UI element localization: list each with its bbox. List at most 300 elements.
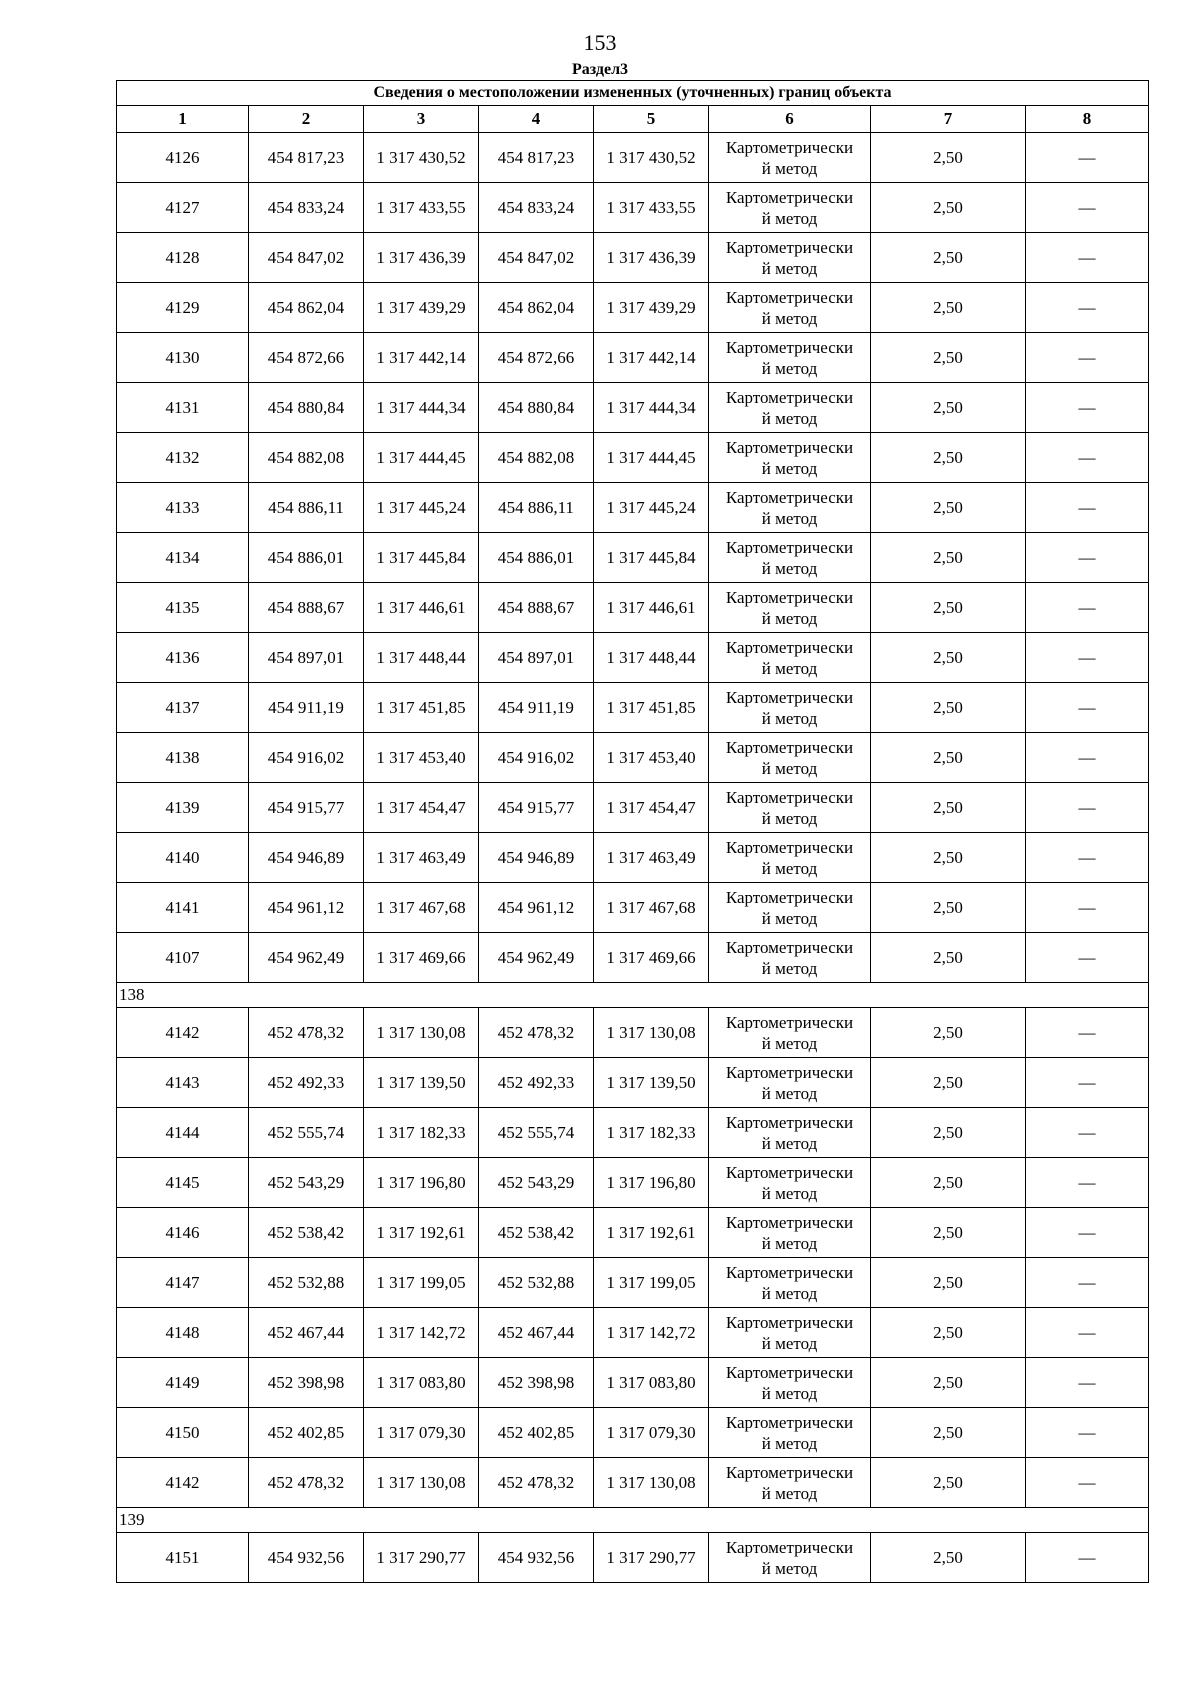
method-cell <box>709 1108 871 1158</box>
method-cell <box>709 1408 871 1458</box>
note-cell: — <box>1026 233 1149 283</box>
x-old-cell: 452 543,29 <box>249 1158 364 1208</box>
method-text-line1: Картометрически <box>725 1537 854 1557</box>
method-cell <box>709 1358 871 1408</box>
method-text-line2: й метод <box>761 758 818 778</box>
method-text-line2: й метод <box>761 1383 818 1403</box>
method-text-line2: й метод <box>761 1033 818 1053</box>
note-cell: — <box>1026 283 1149 333</box>
table-row <box>117 283 1149 333</box>
section-title: Раздел3 <box>571 61 629 78</box>
table-row <box>117 883 1149 933</box>
coordinates-table <box>116 80 1149 1583</box>
note-cell: — <box>1026 533 1149 583</box>
note-cell: — <box>1026 1208 1149 1258</box>
method-text-line1: Картометрически <box>725 1212 854 1232</box>
note-cell: — <box>1026 933 1149 983</box>
y-old-cell: 1 317 079,30 <box>364 1408 479 1458</box>
precision-cell: 2,50 <box>871 1358 1026 1408</box>
x-new-cell: 452 538,42 <box>479 1208 594 1258</box>
y-new-cell: 1 317 436,39 <box>594 233 709 283</box>
table-row <box>117 1308 1149 1358</box>
point-id-cell: 4151 <box>117 1533 249 1583</box>
point-id-cell: 4134 <box>117 533 249 583</box>
y-old-cell: 1 317 446,61 <box>364 583 479 633</box>
y-new-cell: 1 317 445,84 <box>594 533 709 583</box>
x-new-cell: 452 532,88 <box>479 1258 594 1308</box>
x-old-cell: 454 932,56 <box>249 1533 364 1583</box>
y-old-cell: 1 317 439,29 <box>364 283 479 333</box>
note-cell: — <box>1026 1108 1149 1158</box>
note-cell: — <box>1026 833 1149 883</box>
x-old-cell: 452 467,44 <box>249 1308 364 1358</box>
precision-cell: 2,50 <box>871 183 1026 233</box>
y-new-cell: 1 317 467,68 <box>594 883 709 933</box>
x-old-cell: 452 538,42 <box>249 1208 364 1258</box>
note-cell: — <box>1026 433 1149 483</box>
y-old-cell: 1 317 430,52 <box>364 133 479 183</box>
table-row <box>117 433 1149 483</box>
x-old-cell: 452 532,88 <box>249 1258 364 1308</box>
table-row <box>117 733 1149 783</box>
note-cell: — <box>1026 1158 1149 1208</box>
point-id-cell: 4150 <box>117 1408 249 1458</box>
method-text-line1: Картометрически <box>725 737 854 757</box>
y-new-cell: 1 317 444,34 <box>594 383 709 433</box>
point-id-cell: 4138 <box>117 733 249 783</box>
method-text-line1: Картометрически <box>725 337 854 357</box>
point-id-cell: 4127 <box>117 183 249 233</box>
y-new-cell: 1 317 469,66 <box>594 933 709 983</box>
x-new-cell: 454 916,02 <box>479 733 594 783</box>
precision-cell: 2,50 <box>871 283 1026 333</box>
precision-cell: 2,50 <box>871 883 1026 933</box>
method-text-line1: Картометрически <box>725 937 854 957</box>
x-old-cell: 452 398,98 <box>249 1358 364 1408</box>
x-new-cell: 452 543,29 <box>479 1158 594 1208</box>
precision-cell: 2,50 <box>871 233 1026 283</box>
method-text-line1: Картометрически <box>725 137 854 157</box>
table-row <box>117 1158 1149 1208</box>
note-cell: — <box>1026 1008 1149 1058</box>
table-row <box>117 1533 1149 1583</box>
point-id-cell: 4139 <box>117 783 249 833</box>
method-cell <box>709 483 871 533</box>
precision-cell: 2,50 <box>871 933 1026 983</box>
method-cell <box>709 933 871 983</box>
method-cell <box>709 383 871 433</box>
y-new-cell: 1 317 142,72 <box>594 1308 709 1358</box>
table-row <box>117 1108 1149 1158</box>
x-old-cell: 454 880,84 <box>249 383 364 433</box>
point-id-cell: 4146 <box>117 1208 249 1258</box>
method-cell <box>709 583 871 633</box>
x-new-cell: 452 555,74 <box>479 1108 594 1158</box>
method-text-line1: Картометрически <box>725 1162 854 1182</box>
method-text-line2: й метод <box>761 1233 818 1253</box>
x-new-cell: 454 962,49 <box>479 933 594 983</box>
x-old-cell: 452 555,74 <box>249 1108 364 1158</box>
method-text-line2: й метод <box>761 958 818 978</box>
method-text-line1: Картометрически <box>725 537 854 557</box>
point-id-cell: 4145 <box>117 1158 249 1208</box>
y-new-cell: 1 317 430,52 <box>594 133 709 183</box>
note-cell: — <box>1026 1258 1149 1308</box>
x-old-cell: 454 916,02 <box>249 733 364 783</box>
precision-cell: 2,50 <box>871 583 1026 633</box>
note-cell: — <box>1026 1308 1149 1358</box>
column-number: 8 <box>1026 106 1149 133</box>
point-id-cell: 4130 <box>117 333 249 383</box>
x-new-cell: 454 847,02 <box>479 233 594 283</box>
table-row <box>117 133 1149 183</box>
y-new-cell: 1 317 083,80 <box>594 1358 709 1408</box>
x-old-cell: 454 962,49 <box>249 933 364 983</box>
table-row <box>117 183 1149 233</box>
precision-cell: 2,50 <box>871 1408 1026 1458</box>
method-text-line2: й метод <box>761 908 818 928</box>
table-row <box>117 233 1149 283</box>
x-new-cell: 452 402,85 <box>479 1408 594 1458</box>
method-cell <box>709 333 871 383</box>
precision-cell: 2,50 <box>871 1533 1026 1583</box>
method-cell <box>709 833 871 883</box>
method-text-line2: й метод <box>761 1558 818 1578</box>
precision-cell: 2,50 <box>871 1208 1026 1258</box>
y-new-cell: 1 317 199,05 <box>594 1258 709 1308</box>
y-new-cell: 1 317 290,77 <box>594 1533 709 1583</box>
page-number: 153 <box>583 30 617 55</box>
table-row <box>117 383 1149 433</box>
table-row <box>117 783 1149 833</box>
column-number: 6 <box>709 106 871 133</box>
table-caption: Сведения о местоположении измененных (уточненных) границ объекта <box>117 81 1149 106</box>
y-new-cell: 1 317 130,08 <box>594 1008 709 1058</box>
method-cell <box>709 733 871 783</box>
note-cell: — <box>1026 1458 1149 1508</box>
y-old-cell: 1 317 444,34 <box>364 383 479 433</box>
method-text-line1: Картометрически <box>725 1362 854 1382</box>
precision-cell: 2,50 <box>871 333 1026 383</box>
point-id-cell: 4149 <box>117 1358 249 1408</box>
y-new-cell: 1 317 442,14 <box>594 333 709 383</box>
method-text-line1: Картометрически <box>725 837 854 857</box>
x-old-cell: 452 492,33 <box>249 1058 364 1108</box>
point-id-cell: 4126 <box>117 133 249 183</box>
precision-cell: 2,50 <box>871 1158 1026 1208</box>
x-old-cell: 454 888,67 <box>249 583 364 633</box>
point-id-cell: 4131 <box>117 383 249 433</box>
y-old-cell: 1 317 445,84 <box>364 533 479 583</box>
point-id-cell: 4133 <box>117 483 249 533</box>
y-old-cell: 1 317 453,40 <box>364 733 479 783</box>
y-new-cell: 1 317 444,45 <box>594 433 709 483</box>
note-cell: — <box>1026 1358 1149 1408</box>
method-text-line1: Картометрически <box>725 587 854 607</box>
method-text-line2: й метод <box>761 1133 818 1153</box>
x-new-cell: 452 467,44 <box>479 1308 594 1358</box>
method-text-line1: Картометрически <box>725 1312 854 1332</box>
method-text-line1: Картометрически <box>725 487 854 507</box>
y-new-cell: 1 317 453,40 <box>594 733 709 783</box>
y-old-cell: 1 317 451,85 <box>364 683 479 733</box>
method-text-line2: й метод <box>761 258 818 278</box>
contour-group-row <box>117 1508 1149 1533</box>
method-text-line2: й метод <box>761 358 818 378</box>
x-new-cell: 454 961,12 <box>479 883 594 933</box>
x-new-cell: 454 897,01 <box>479 633 594 683</box>
contour-group-row <box>117 983 1149 1008</box>
x-old-cell: 452 478,32 <box>249 1458 364 1508</box>
y-old-cell: 1 317 192,61 <box>364 1208 479 1258</box>
table-row <box>117 1258 1149 1308</box>
x-new-cell: 454 817,23 <box>479 133 594 183</box>
method-cell <box>709 1533 871 1583</box>
x-old-cell: 454 961,12 <box>249 883 364 933</box>
x-old-cell: 454 817,23 <box>249 133 364 183</box>
point-id-cell: 4128 <box>117 233 249 283</box>
method-text-line2: й метод <box>761 658 818 678</box>
table-row <box>117 1358 1149 1408</box>
precision-cell: 2,50 <box>871 433 1026 483</box>
point-id-cell: 4144 <box>117 1108 249 1158</box>
y-new-cell: 1 317 445,24 <box>594 483 709 533</box>
y-new-cell: 1 317 433,55 <box>594 183 709 233</box>
method-cell <box>709 283 871 333</box>
precision-cell: 2,50 <box>871 833 1026 883</box>
x-old-cell: 454 911,19 <box>249 683 364 733</box>
point-id-cell: 4135 <box>117 583 249 633</box>
point-id-cell: 4137 <box>117 683 249 733</box>
y-old-cell: 1 317 442,14 <box>364 333 479 383</box>
y-old-cell: 1 317 463,49 <box>364 833 479 883</box>
method-cell <box>709 783 871 833</box>
x-new-cell: 454 886,01 <box>479 533 594 583</box>
precision-cell: 2,50 <box>871 533 1026 583</box>
precision-cell: 2,50 <box>871 683 1026 733</box>
column-number: 4 <box>479 106 594 133</box>
precision-cell: 2,50 <box>871 733 1026 783</box>
table-row <box>117 333 1149 383</box>
y-new-cell: 1 317 192,61 <box>594 1208 709 1258</box>
method-text-line1: Картометрически <box>725 1112 854 1132</box>
note-cell: — <box>1026 483 1149 533</box>
table-row <box>117 833 1149 883</box>
point-id-cell: 4107 <box>117 933 249 983</box>
point-id-cell: 4142 <box>117 1458 249 1508</box>
point-id-cell: 4142 <box>117 1008 249 1058</box>
note-cell: — <box>1026 583 1149 633</box>
method-text-line1: Картометрически <box>725 1262 854 1282</box>
x-new-cell: 454 886,11 <box>479 483 594 533</box>
x-new-cell: 454 862,04 <box>479 283 594 333</box>
x-new-cell: 454 911,19 <box>479 683 594 733</box>
table-body <box>117 133 1149 1583</box>
method-text-line1: Картометрически <box>725 387 854 407</box>
table-header <box>117 81 1149 133</box>
column-number-row <box>117 106 1149 133</box>
method-text-line1: Картометрически <box>725 687 854 707</box>
x-old-cell: 452 478,32 <box>249 1008 364 1058</box>
y-old-cell: 1 317 199,05 <box>364 1258 479 1308</box>
y-old-cell: 1 317 130,08 <box>364 1008 479 1058</box>
x-old-cell: 454 833,24 <box>249 183 364 233</box>
y-old-cell: 1 317 433,55 <box>364 183 479 233</box>
y-new-cell: 1 317 446,61 <box>594 583 709 633</box>
point-id-cell: 4129 <box>117 283 249 333</box>
y-new-cell: 1 317 079,30 <box>594 1408 709 1458</box>
y-new-cell: 1 317 182,33 <box>594 1108 709 1158</box>
x-new-cell: 454 872,66 <box>479 333 594 383</box>
x-new-cell: 454 915,77 <box>479 783 594 833</box>
method-text-line1: Картометрически <box>725 187 854 207</box>
y-old-cell: 1 317 454,47 <box>364 783 479 833</box>
precision-cell: 2,50 <box>871 783 1026 833</box>
x-old-cell: 454 897,01 <box>249 633 364 683</box>
note-cell: — <box>1026 333 1149 383</box>
x-new-cell: 454 932,56 <box>479 1533 594 1583</box>
note-cell: — <box>1026 883 1149 933</box>
point-id-cell: 4147 <box>117 1258 249 1308</box>
table-row <box>117 1458 1149 1508</box>
y-old-cell: 1 317 142,72 <box>364 1308 479 1358</box>
method-text-line2: й метод <box>761 308 818 328</box>
y-new-cell: 1 317 130,08 <box>594 1458 709 1508</box>
y-new-cell: 1 317 463,49 <box>594 833 709 883</box>
method-cell <box>709 883 871 933</box>
y-new-cell: 1 317 439,29 <box>594 283 709 333</box>
method-cell <box>709 183 871 233</box>
x-old-cell: 454 886,11 <box>249 483 364 533</box>
note-cell: — <box>1026 383 1149 433</box>
y-old-cell: 1 317 469,66 <box>364 933 479 983</box>
x-old-cell: 454 847,02 <box>249 233 364 283</box>
y-old-cell: 1 317 290,77 <box>364 1533 479 1583</box>
note-cell: — <box>1026 1408 1149 1458</box>
method-cell <box>709 1158 871 1208</box>
table-row <box>117 533 1149 583</box>
y-old-cell: 1 317 196,80 <box>364 1158 479 1208</box>
note-cell: — <box>1026 783 1149 833</box>
method-cell <box>709 233 871 283</box>
x-new-cell: 454 880,84 <box>479 383 594 433</box>
contour-number: 138 <box>117 983 1149 1008</box>
y-new-cell: 1 317 196,80 <box>594 1158 709 1208</box>
x-new-cell: 452 492,33 <box>479 1058 594 1108</box>
method-text-line2: й метод <box>761 208 818 228</box>
precision-cell: 2,50 <box>871 1458 1026 1508</box>
table-row <box>117 1208 1149 1258</box>
y-old-cell: 1 317 436,39 <box>364 233 479 283</box>
table-row <box>117 483 1149 533</box>
y-new-cell: 1 317 451,85 <box>594 683 709 733</box>
x-old-cell: 454 946,89 <box>249 833 364 883</box>
method-text-line2: й метод <box>761 458 818 478</box>
contour-number: 139 <box>117 1508 1149 1533</box>
column-number: 3 <box>364 106 479 133</box>
method-text-line2: й метод <box>761 408 818 428</box>
x-new-cell: 454 946,89 <box>479 833 594 883</box>
y-new-cell: 1 317 139,50 <box>594 1058 709 1108</box>
method-text-line1: Картометрически <box>725 1462 854 1482</box>
method-text-line2: й метод <box>761 1333 818 1353</box>
table-row <box>117 583 1149 633</box>
table-row <box>117 683 1149 733</box>
x-new-cell: 454 833,24 <box>479 183 594 233</box>
precision-cell: 2,50 <box>871 1108 1026 1158</box>
column-number: 2 <box>249 106 364 133</box>
column-number: 1 <box>117 106 249 133</box>
point-id-cell: 4143 <box>117 1058 249 1108</box>
method-text-line2: й метод <box>761 158 818 178</box>
point-id-cell: 4132 <box>117 433 249 483</box>
x-new-cell: 454 888,67 <box>479 583 594 633</box>
method-text-line2: й метод <box>761 1483 818 1503</box>
precision-cell: 2,50 <box>871 1258 1026 1308</box>
point-id-cell: 4140 <box>117 833 249 883</box>
method-text-line1: Картометрически <box>725 787 854 807</box>
method-cell <box>709 1208 871 1258</box>
note-cell: — <box>1026 733 1149 783</box>
y-new-cell: 1 317 454,47 <box>594 783 709 833</box>
method-text-line2: й метод <box>761 1283 818 1303</box>
method-text-line2: й метод <box>761 608 818 628</box>
point-id-cell: 4141 <box>117 883 249 933</box>
note-cell: — <box>1026 183 1149 233</box>
method-cell <box>709 1058 871 1108</box>
method-text-line2: й метод <box>761 1433 818 1453</box>
note-cell: — <box>1026 683 1149 733</box>
y-old-cell: 1 317 448,44 <box>364 633 479 683</box>
precision-cell: 2,50 <box>871 383 1026 433</box>
method-text-line1: Картометрически <box>725 1012 854 1032</box>
y-old-cell: 1 317 130,08 <box>364 1458 479 1508</box>
table-row <box>117 633 1149 683</box>
method-text-line1: Картометрически <box>725 1412 854 1432</box>
x-old-cell: 454 882,08 <box>249 433 364 483</box>
x-new-cell: 452 478,32 <box>479 1458 594 1508</box>
method-text-line1: Картометрически <box>725 887 854 907</box>
method-text-line1: Картометрически <box>725 437 854 457</box>
method-cell <box>709 133 871 183</box>
precision-cell: 2,50 <box>871 1308 1026 1358</box>
method-cell <box>709 1458 871 1508</box>
note-cell: — <box>1026 133 1149 183</box>
note-cell: — <box>1026 1058 1149 1108</box>
y-old-cell: 1 317 139,50 <box>364 1058 479 1108</box>
precision-cell: 2,50 <box>871 483 1026 533</box>
y-old-cell: 1 317 444,45 <box>364 433 479 483</box>
method-text-line1: Картометрически <box>725 637 854 657</box>
note-cell: — <box>1026 633 1149 683</box>
method-text-line1: Картометрически <box>725 237 854 257</box>
method-text-line2: й метод <box>761 1183 818 1203</box>
precision-cell: 2,50 <box>871 633 1026 683</box>
x-old-cell: 454 862,04 <box>249 283 364 333</box>
method-cell <box>709 633 871 683</box>
method-text-line2: й метод <box>761 708 818 728</box>
precision-cell: 2,50 <box>871 133 1026 183</box>
method-text-line2: й метод <box>761 558 818 578</box>
y-new-cell: 1 317 448,44 <box>594 633 709 683</box>
method-text-line1: Картометрически <box>725 1062 854 1082</box>
y-old-cell: 1 317 445,24 <box>364 483 479 533</box>
method-text-line2: й метод <box>761 808 818 828</box>
method-text-line2: й метод <box>761 508 818 528</box>
table-row <box>117 933 1149 983</box>
x-new-cell: 454 882,08 <box>479 433 594 483</box>
x-old-cell: 452 402,85 <box>249 1408 364 1458</box>
